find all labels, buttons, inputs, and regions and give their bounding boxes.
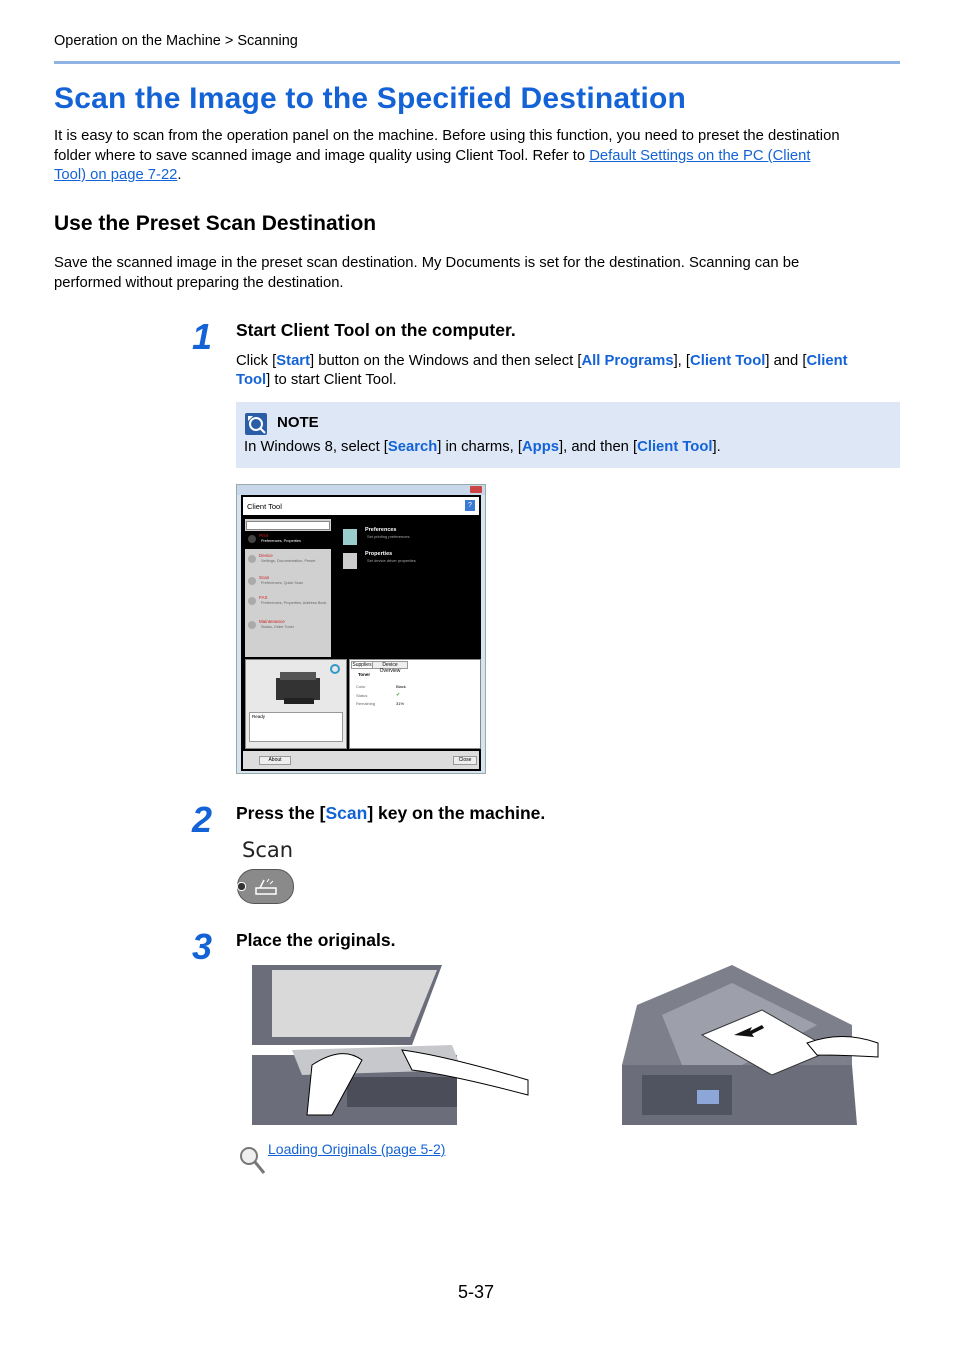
text: ] to start Client Tool. — [266, 372, 397, 388]
menu-item-device[interactable]: Device — [259, 553, 273, 558]
document-feeder-illustration — [622, 965, 880, 1125]
platen-illustration — [252, 965, 530, 1125]
close-button[interactable]: Close — [453, 756, 477, 765]
section-line-2: performed without preparing the destination. — [54, 274, 344, 291]
intro-line-2 — [54, 147, 904, 167]
text: ], [ — [673, 353, 691, 369]
breadcrumb: Operation on the Machine > Scanning — [54, 33, 298, 49]
intro-paragraph — [54, 127, 904, 186]
intro-text: folder where to save scanned image and image quality using Client Tool. Refer to — [54, 147, 590, 164]
text: In Windows 8, select [ — [244, 439, 388, 455]
apps-key: Apps — [521, 439, 559, 455]
about-button[interactable]: About — [259, 756, 291, 765]
scan-key-label: Scan — [242, 838, 294, 862]
step-2-title — [236, 803, 545, 824]
client-tool-window — [241, 495, 481, 771]
tab-device-overview[interactable]: Device Overview — [372, 661, 408, 669]
window-titlebar — [237, 485, 485, 495]
menu-item-icon — [248, 597, 256, 605]
client-tool-key-2-cont: Tool — [236, 372, 267, 388]
row-label-status: Status — [356, 693, 368, 698]
menu-item-sub: Settings, Documentation, Preset — [261, 559, 316, 563]
menu-item-icon — [248, 535, 256, 543]
menu-item-print[interactable]: Print — [259, 533, 269, 538]
row-value-color: Black — [396, 684, 406, 689]
client-tool-menu — [245, 519, 331, 657]
device-panel — [245, 659, 347, 749]
option-preferences[interactable]: Preferences — [365, 527, 397, 533]
magnifier-icon — [238, 1145, 266, 1175]
search-key: Search — [387, 439, 438, 455]
option-preferences-sub: Set printing preferences — [367, 534, 410, 539]
client-tool-footer — [243, 751, 479, 769]
text: Click [ — [236, 353, 277, 369]
text: ] and [ — [765, 353, 807, 369]
refresh-icon[interactable] — [330, 664, 340, 674]
preferences-icon — [343, 529, 357, 545]
text: Press the [ — [236, 803, 326, 823]
intro-period: . — [177, 167, 182, 183]
client-tool-header — [243, 497, 479, 515]
properties-icon — [343, 553, 357, 569]
row-label-remaining: Remaining — [356, 701, 376, 706]
default-settings-link[interactable]: Default Settings on the PC (Client — [589, 147, 811, 164]
step-3-number: 3 — [192, 926, 213, 967]
menu-item-fax[interactable]: FAX — [259, 595, 268, 600]
client-tool-key: Client Tool — [690, 353, 766, 369]
default-settings-link-cont[interactable]: Tool) on page 7-22 — [54, 167, 178, 183]
start-key: Start — [276, 353, 310, 369]
loading-originals-link[interactable]: Loading Originals (page 5-2) — [268, 1141, 446, 1157]
header-rule — [54, 61, 900, 64]
step-2-number: 2 — [192, 799, 213, 840]
page-number: 5-37 — [458, 1282, 495, 1302]
menu-item-sub: Status, Order Toner — [261, 625, 295, 629]
status-ok-icon: ✔ — [396, 692, 401, 698]
device-select[interactable] — [246, 521, 330, 530]
help-icon[interactable]: ? — [465, 500, 475, 511]
row-value-remaining: 31% — [396, 701, 405, 706]
text: ] key on the machine. — [367, 803, 546, 823]
menu-item-sub: Preferences, Properties, Address Book — [261, 601, 327, 605]
section-line-1: Save the scanned image in the preset scan destination. My Documents is set for the destination. Scanning can be — [54, 255, 800, 271]
intro-line-3 — [54, 166, 904, 186]
status-box — [249, 712, 343, 742]
note-label: NOTE — [277, 414, 319, 431]
step-3-title: Place the originals. — [236, 930, 396, 950]
client-tool-key-2: Client — [806, 353, 848, 369]
status-text: Ready — [252, 714, 266, 719]
step-1-title: Start Client Tool on the computer. — [236, 320, 516, 340]
step-1-number: 1 — [192, 316, 213, 357]
row-label-color: Color — [356, 684, 366, 689]
section-paragraph — [54, 254, 904, 293]
client-tool-screenshot — [236, 484, 486, 774]
option-properties-sub: Set device driver properties — [367, 558, 416, 563]
menu-item-sub: Preferences, Properties — [261, 539, 301, 543]
toner-label: Toner — [358, 672, 371, 677]
menu-item-icon — [248, 621, 256, 629]
page-title: Scan the Image to the Specified Destination — [54, 82, 687, 115]
client-tool-key-3: Client Tool — [637, 439, 713, 455]
close-icon[interactable] — [470, 486, 482, 493]
text: ], and then [ — [558, 439, 638, 455]
supplies-panel — [349, 659, 481, 749]
text: ] button on the Windows and then select [ — [310, 353, 582, 369]
indicator-led — [237, 882, 246, 891]
step-1-body — [236, 352, 906, 390]
note-box — [236, 402, 900, 468]
note-icon — [245, 413, 267, 435]
option-properties[interactable]: Properties — [365, 551, 393, 557]
menu-item-icon — [248, 555, 256, 563]
scan-key-button — [237, 869, 294, 904]
all-programs-key: All Programs — [581, 353, 674, 369]
scan-key-ref: Scan — [325, 803, 368, 823]
tab-supplies[interactable]: Supplies — [352, 662, 372, 668]
intro-line-1: It is easy to scan from the operation panel on the machine. Before using this function, you need to preset the destination — [54, 128, 840, 144]
printer-image — [272, 668, 328, 708]
text: ]. — [712, 439, 721, 455]
scan-icon — [254, 876, 278, 896]
note-text — [244, 439, 721, 455]
menu-item-icon — [248, 577, 256, 585]
menu-item-sub: Preferences, Quick Scan — [261, 581, 303, 585]
section-heading: Use the Preset Scan Destination — [54, 212, 377, 235]
menu-item-scan[interactable]: Scan — [259, 575, 270, 580]
client-tool-title: Client Tool — [247, 502, 282, 511]
client-tool-options — [333, 519, 479, 657]
text: ] in charms, [ — [437, 439, 522, 455]
menu-item-maintenance[interactable]: Maintenance — [259, 619, 285, 624]
